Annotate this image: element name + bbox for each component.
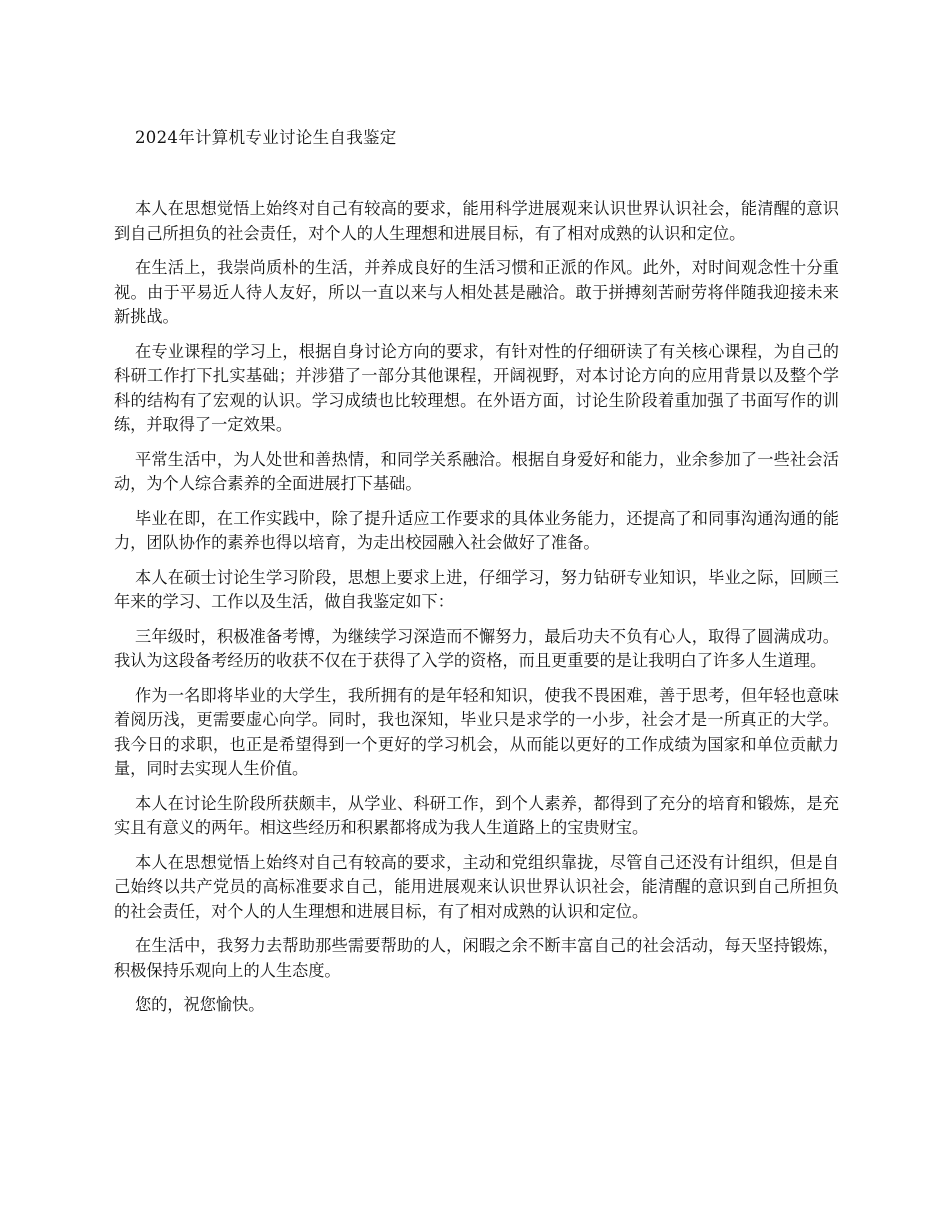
document-body [114, 197, 839, 1028]
body-paragraph: 在专业课程的学习上，根据自身讨论方向的要求，有针对性的仔细研读了有关核心课程，为自己的科研工作打下扎实基础；并涉猎了一部分其他课程，开阔视野，对本讨论方向的应用背景以及整个学科的结构有了宏观的认识。学习成绩也比较理想。在外语方面，讨论生阶段着重加强了书面写作的训练，并取得了一定效果。 [114, 341, 839, 434]
body-paragraph: 三年级时，积极准备考博，为继续学习深造而不懈努力，最后功夫不负有心人，取得了圆满成功。我认为这段备考经历的收获不仅在于获得了入学的资格，而且更重要的是让我明白了许多人生道理。 [114, 626, 839, 670]
body-paragraph: 平常生活中，为人处世和善热情，和同学关系融洽。根据自身爱好和能力，业余参加了一些社会活动，为个人综合素养的全面进展打下基础。 [114, 449, 839, 493]
body-paragraph: 在生活上，我崇尚质朴的生活，并养成良好的生活习惯和正派的作风。此外，对时间观念性十分重视。由于平易近人待人友好，所以一直以来与人相处甚是融洽。敢于拼搏刻苦耐劳将伴随我迎接未来新挑战。 [114, 258, 839, 326]
body-paragraph: 本人在思想觉悟上始终对自己有较高的要求，能用科学进展观来认识世界认识社会，能清醒的意识到自己所担负的社会责任，对个人的人生理想和进展目标，有了相对成熟的认识和定位。 [114, 199, 839, 243]
body-paragraph: 本人在讨论生阶段所获颇丰，从学业、科研工作，到个人素养，都得到了充分的培育和锻炼，是充实且有意义的两年。相这些经历和积累都将成为我人生道路上的宝贵财宝。 [114, 793, 839, 837]
closing-line: 您的，祝您愉快。 [135, 995, 265, 1014]
body-paragraph: 本人在硕士讨论生学习阶段，思想上要求上进，仔细学习，努力钻研专业知识，毕业之际，回顾三年来的学习、工作以及生活，做自我鉴定如下： [114, 567, 839, 611]
document-title: 2024年计算机专业讨论生自我鉴定 [135, 128, 397, 147]
body-paragraph: 作为一名即将毕业的大学生，我所拥有的是年轻和知识，使我不畏困难，善于思考，但年轻也意味着阅历浅，更需要虚心向学。同时，我也深知，毕业只是求学的一小步，社会才是一所真正的大学。我今日的求职，也正是希望得到一个更好的学习机会，从而能以更好的工作成绩为国家和单位贡献力量，同时去实现人生价值。 [114, 685, 839, 778]
body-paragraph: 在生活中，我努力去帮助那些需要帮助的人，闲暇之余不断丰富自己的社会活动，每天坚持锻炼，积极保持乐观向上的人生态度。 [114, 936, 839, 980]
body-paragraph: 毕业在即，在工作实践中，除了提升适应工作要求的具体业务能力，还提高了和同事沟通沟通的能力，团队协作的素养也得以培育，为走出校园融入社会做好了准备。 [114, 508, 839, 552]
body-paragraph: 本人在思想觉悟上始终对自己有较高的要求，主动和党组织靠拢，尽管自己还没有计组织，但是自己始终以共产党员的高标准要求自己，能用进展观来认识世界认识社会，能清醒的意识到自己所担负的社会责任，对个人的人生理想和进展目标，有了相对成熟的认识和定位。 [114, 852, 839, 921]
